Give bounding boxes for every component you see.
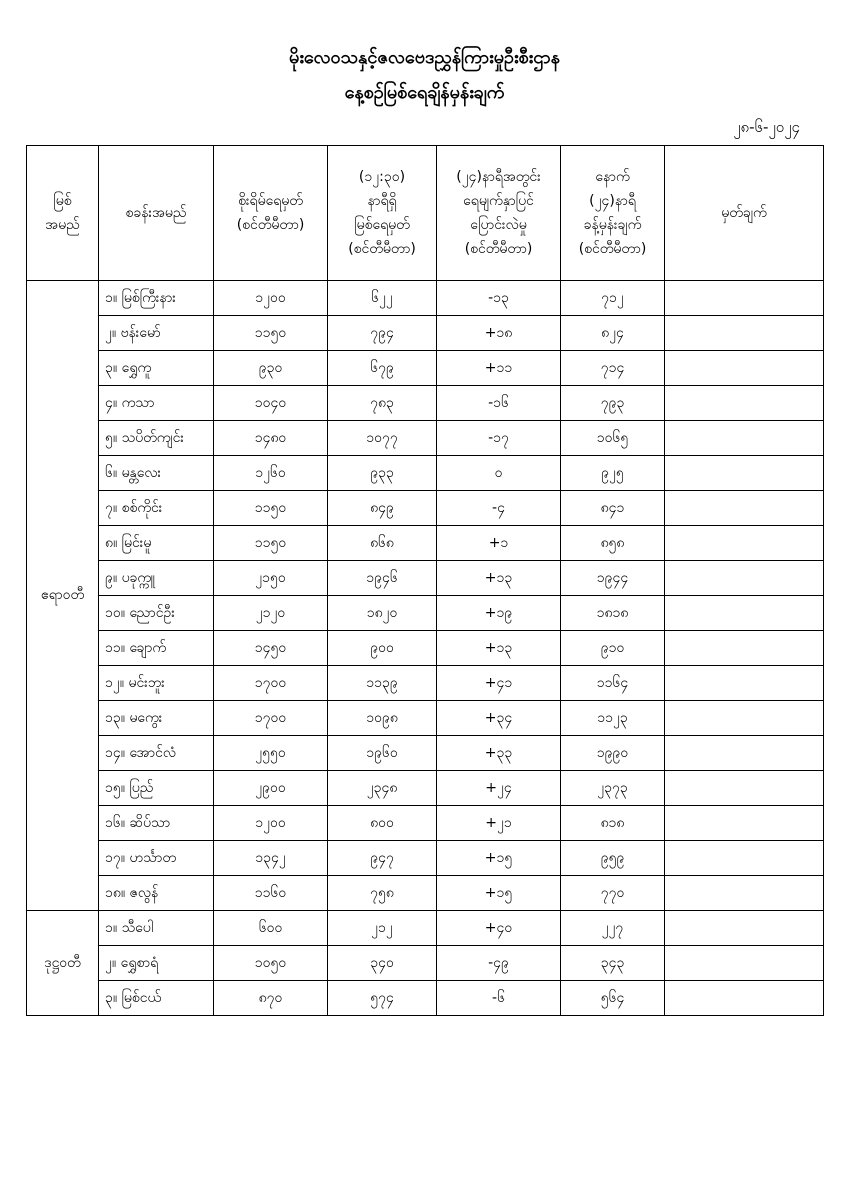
table-row xyxy=(27,596,824,631)
table-row xyxy=(27,421,824,456)
station-cell: ၄။ ကသာ xyxy=(99,386,214,421)
water-level-cell: ၆၂၂ xyxy=(328,281,437,316)
table-row xyxy=(27,701,824,736)
remarks-cell xyxy=(665,981,824,1016)
table-row xyxy=(27,666,824,701)
remarks-cell xyxy=(665,666,824,701)
water-level-cell: ၉၀၀ xyxy=(328,631,437,666)
table-row xyxy=(27,491,824,526)
danger-level-cell: ၂၁၅၀ xyxy=(214,561,328,596)
danger-level-cell: ၁၂၀၀ xyxy=(214,281,328,316)
water-level-cell: ၇၅၈ xyxy=(328,876,437,911)
page-title: မိုးလေဝသနှင့်ဇလဗေဒညွှန်ကြားမှုဦးစီးဌာန xyxy=(289,47,560,68)
water-level-cell: ၁၀၇၇ xyxy=(328,421,437,456)
danger-level-cell: ၁၄၈၀ xyxy=(214,421,328,456)
river-name-cell: ဧရာဝတီ xyxy=(27,281,99,911)
water-level-cell: ၁၈၂၀ xyxy=(328,596,437,631)
forecast-cell: ၉၂၅ xyxy=(561,456,665,491)
remarks-cell xyxy=(665,806,824,841)
water-level-cell: ၅၇၄ xyxy=(328,981,437,1016)
table-row xyxy=(27,316,824,351)
change-cell: +၁၉ xyxy=(437,596,561,631)
header-river: မြစ် အမည် xyxy=(27,146,99,281)
change-cell: +၂၁ xyxy=(437,806,561,841)
table-row xyxy=(27,876,824,911)
header-station: စခန်းအမည် xyxy=(99,146,214,281)
danger-level-cell: ၁၁၆၀ xyxy=(214,876,328,911)
danger-level-cell: ၁၄၅၀ xyxy=(214,631,328,666)
change-cell: +၁ xyxy=(437,526,561,561)
table-row xyxy=(27,771,824,806)
change-cell: +၁၁ xyxy=(437,351,561,386)
water-level-cell: ၁၀၉၈ xyxy=(328,701,437,736)
forecast-cell: ၁၉၄၄ xyxy=(561,561,665,596)
station-cell: ၁၀။ ညောင်ဦး xyxy=(99,596,214,631)
river-name-cell: ဒုဋ္ဌဝတီ xyxy=(27,911,99,1016)
danger-level-cell: ၁၂၀၀ xyxy=(214,806,328,841)
remarks-cell xyxy=(665,456,824,491)
station-cell: ၆။ မန္တလေး xyxy=(99,456,214,491)
forecast-cell: ၇၁၂ xyxy=(561,281,665,316)
change-cell: +၁၃ xyxy=(437,561,561,596)
change-cell: +၃၄ xyxy=(437,701,561,736)
water-level-cell: ၇၈၃ xyxy=(328,386,437,421)
station-cell: ၁။ သီပေါ xyxy=(99,911,214,946)
table-row xyxy=(27,561,824,596)
change-cell: -၁၃ xyxy=(437,281,561,316)
forecast-cell: ၁၀၆၅ xyxy=(561,421,665,456)
header-forecast: နောက် (၂၄)နာရီ ခန့်မှန်းချက် (စင်တီမီတာ) xyxy=(561,146,665,281)
table-row xyxy=(27,456,824,491)
station-cell: ၁၁။ ချောက် xyxy=(99,631,214,666)
water-level-cell: ၂၃၄၈ xyxy=(328,771,437,806)
change-cell: +၄၁ xyxy=(437,666,561,701)
remarks-cell xyxy=(665,386,824,421)
table-row xyxy=(27,386,824,421)
danger-level-cell: ၆၀၀ xyxy=(214,911,328,946)
water-level-cell: ၈၄၉ xyxy=(328,491,437,526)
forecast-cell: ၅၆၄ xyxy=(561,981,665,1016)
change-cell: -၆ xyxy=(437,981,561,1016)
danger-level-cell: ၁၇၀၀ xyxy=(214,666,328,701)
station-cell: ၂။ ဗန်းမော် xyxy=(99,316,214,351)
table-row xyxy=(27,351,824,386)
change-cell: -၄ xyxy=(437,491,561,526)
remarks-cell xyxy=(665,281,824,316)
change-cell: -၄၉ xyxy=(437,946,561,981)
table-row xyxy=(27,946,824,981)
danger-level-cell: ၂၅၅၀ xyxy=(214,736,328,771)
remarks-cell xyxy=(665,526,824,561)
danger-level-cell: ၂၁၂၀ xyxy=(214,596,328,631)
remarks-cell xyxy=(665,701,824,736)
water-level-cell: ၉၄၇ xyxy=(328,841,437,876)
station-cell: ၁၃။ မကွေး xyxy=(99,701,214,736)
station-cell: ၈။ မြင်းမူ xyxy=(99,526,214,561)
header-water-level: (၁၂:၃၀) နာရီရှိ မြစ်ရေမှတ် (စင်တီမီတာ) xyxy=(328,146,437,281)
water-level-cell: ၁၁၃၉ xyxy=(328,666,437,701)
remarks-cell xyxy=(665,841,824,876)
forecast-cell: ၂၂၇ xyxy=(561,911,665,946)
station-cell: ၁၈။ ဇလွန် xyxy=(99,876,214,911)
header-remarks: မှတ်ချက် xyxy=(665,146,824,281)
danger-level-cell: ၁၁၅၀ xyxy=(214,316,328,351)
station-cell: ၅။ သပိတ်ကျင်း xyxy=(99,421,214,456)
remarks-cell xyxy=(665,421,824,456)
remarks-cell xyxy=(665,596,824,631)
table-row xyxy=(27,911,824,946)
station-cell: ၉။ ပခုက္ကူ xyxy=(99,561,214,596)
water-level-cell: ၆၇၉ xyxy=(328,351,437,386)
remarks-cell xyxy=(665,631,824,666)
header-change: (၂၄)နာရီအတွင်း ရေမျက်နှာပြင် ပြောင်းလဲမှု (စင်တီမီတာ) xyxy=(437,146,561,281)
water-level-cell: ၈၆၈ xyxy=(328,526,437,561)
forecast-cell: ၁၁၆၄ xyxy=(561,666,665,701)
header-danger-level: စိုးရိမ်ရေမှတ် (စင်တီမီတာ) xyxy=(214,146,328,281)
change-cell: +၄၀ xyxy=(437,911,561,946)
forecast-cell: ၈၄၁ xyxy=(561,491,665,526)
danger-level-cell: ၈၇၀ xyxy=(214,981,328,1016)
table-row xyxy=(27,631,824,666)
remarks-cell xyxy=(665,351,824,386)
page-subtitle: နေ့စဉ်မြစ်ရေချိန်မှန်းချက် xyxy=(344,82,505,103)
change-cell: +၁၅ xyxy=(437,841,561,876)
water-level-table xyxy=(26,145,824,1016)
table-row xyxy=(27,526,824,561)
station-cell: ၃။ ရွှေကူ xyxy=(99,351,214,386)
change-cell: +၂၄ xyxy=(437,771,561,806)
water-level-cell: ၂၁၂ xyxy=(328,911,437,946)
danger-level-cell: ၁၁၅၀ xyxy=(214,491,328,526)
water-level-cell: ၃၄၀ xyxy=(328,946,437,981)
forecast-cell: ၁၁၂၃ xyxy=(561,701,665,736)
change-cell: +၁၈ xyxy=(437,316,561,351)
forecast-cell: ၁၈၁၈ xyxy=(561,596,665,631)
remarks-cell xyxy=(665,561,824,596)
station-cell: ၂။ ရွှေစာရံ xyxy=(99,946,214,981)
forecast-cell: ၉၅၉ xyxy=(561,841,665,876)
remarks-cell xyxy=(665,946,824,981)
water-level-cell: ၇၉၄ xyxy=(328,316,437,351)
remarks-cell xyxy=(665,736,824,771)
station-cell: ၁၇။ ဟင်္သာတ xyxy=(99,841,214,876)
table-row xyxy=(27,281,824,316)
forecast-cell: ၂၃၇၃ xyxy=(561,771,665,806)
forecast-cell: ၃၄၃ xyxy=(561,946,665,981)
table-row xyxy=(27,841,824,876)
danger-level-cell: ၁၂၆၀ xyxy=(214,456,328,491)
water-level-cell: ၈၀၀ xyxy=(328,806,437,841)
danger-level-cell: ၁၇၀၀ xyxy=(214,701,328,736)
change-cell: +၁၃ xyxy=(437,631,561,666)
danger-level-cell: ၁၀၄၀ xyxy=(214,386,328,421)
forecast-cell: ၇၇၀ xyxy=(561,876,665,911)
forecast-cell: ၈၁၈ xyxy=(561,806,665,841)
station-cell: ၁၅။ ပြည် xyxy=(99,771,214,806)
station-cell: ၁၄။ အောင်လံ xyxy=(99,736,214,771)
danger-level-cell: ၁၀၅၀ xyxy=(214,946,328,981)
station-cell: ၇။ စစ်ကိုင်း xyxy=(99,491,214,526)
forecast-cell: ၇၁၄ xyxy=(561,351,665,386)
forecast-cell: ၁၉၉၀ xyxy=(561,736,665,771)
forecast-cell: ၈၅၈ xyxy=(561,526,665,561)
change-cell: -၁၇ xyxy=(437,421,561,456)
change-cell: ၀ xyxy=(437,456,561,491)
forecast-cell: ၉၁၀ xyxy=(561,631,665,666)
table-row xyxy=(27,981,824,1016)
remarks-cell xyxy=(665,316,824,351)
station-cell: ၁။ မြစ်ကြီးနား xyxy=(99,281,214,316)
table-header-row xyxy=(27,146,824,281)
danger-level-cell: ၉၃၀ xyxy=(214,351,328,386)
change-cell: +၁၅ xyxy=(437,876,561,911)
change-cell: +၃၃ xyxy=(437,736,561,771)
station-cell: ၁၂။ မင်းဘူး xyxy=(99,666,214,701)
remarks-cell xyxy=(665,911,824,946)
table-row xyxy=(27,736,824,771)
remarks-cell xyxy=(665,491,824,526)
remarks-cell xyxy=(665,771,824,806)
water-level-cell: ၁၉၆၀ xyxy=(328,736,437,771)
table-row xyxy=(27,806,824,841)
forecast-cell: ၇၉၃ xyxy=(561,386,665,421)
forecast-cell: ၈၂၄ xyxy=(561,316,665,351)
station-cell: ၁၆။ ဆိပ်သာ xyxy=(99,806,214,841)
remarks-cell xyxy=(665,876,824,911)
change-cell: -၁၆ xyxy=(437,386,561,421)
danger-level-cell: ၁၃၄၂ xyxy=(214,841,328,876)
station-cell: ၃။ မြစ်ငယ် xyxy=(99,981,214,1016)
water-level-cell: ၁၉၄၆ xyxy=(328,561,437,596)
danger-level-cell: ၁၁၅၀ xyxy=(214,526,328,561)
water-level-cell: ၉၃၃ xyxy=(328,456,437,491)
danger-level-cell: ၂၉၀၀ xyxy=(214,771,328,806)
report-date: ၂၈-၆-၂၀၂၄ xyxy=(733,118,800,136)
